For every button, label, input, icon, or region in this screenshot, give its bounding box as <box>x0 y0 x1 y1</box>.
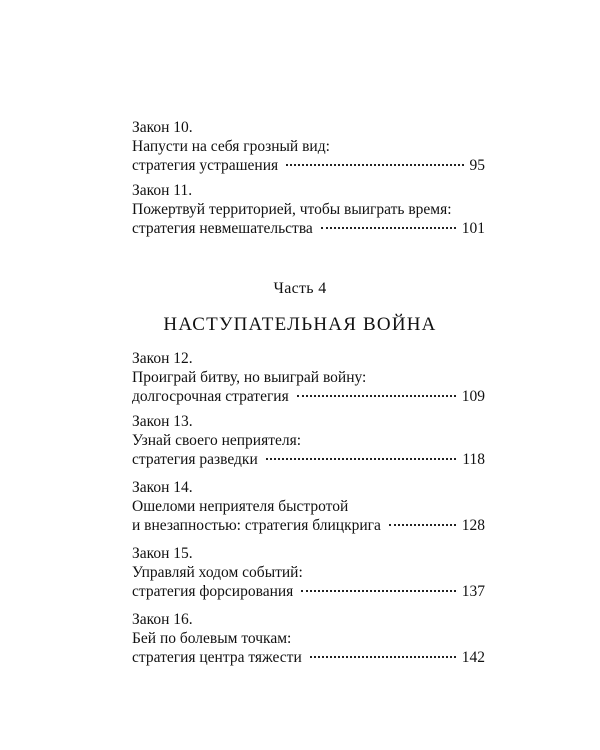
law-subtitle: стратегия центра тяжести <box>132 649 302 666</box>
page-number: 137 <box>461 583 485 600</box>
toc-entry-law-10 <box>132 118 485 175</box>
toc-entry-law-15 <box>132 544 485 601</box>
page-number: 95 <box>469 157 485 174</box>
law-number: Закон 13. <box>132 413 193 430</box>
law-subtitle: стратегия форсирования <box>132 583 294 600</box>
page-number: 109 <box>461 388 485 405</box>
law-subtitle-row <box>132 219 485 238</box>
law-subtitle-row <box>132 516 485 535</box>
dot-leader <box>321 227 456 229</box>
law-subtitle: стратегия разведки <box>132 451 258 468</box>
law-title: Узнай своего неприятеля: <box>132 432 302 449</box>
law-title: Бей по болевым точкам: <box>132 630 292 647</box>
law-subtitle-row <box>132 156 485 175</box>
law-number: Закон 14. <box>132 479 193 496</box>
toc-entry-law-16 <box>132 610 485 667</box>
law-number: Закон 16. <box>132 611 193 628</box>
law-number: Закон 10. <box>132 119 193 136</box>
law-subtitle: стратегия невмешательства <box>132 220 313 237</box>
law-title: Напусти на себя грозный вид: <box>132 138 330 155</box>
dot-leader <box>286 164 463 166</box>
law-subtitle: и внезапностью: стратегия блицкрига <box>132 517 381 534</box>
law-title: Ошеломи неприятеля быстротой <box>132 498 349 515</box>
part-label: Часть 4 <box>273 280 327 297</box>
law-number: Закон 12. <box>132 350 193 367</box>
law-title: Управляй ходом событий: <box>132 564 303 581</box>
dot-leader <box>266 458 457 460</box>
dot-leader <box>301 590 455 592</box>
page-number: 128 <box>461 517 485 534</box>
toc-entry-law-14 <box>132 478 485 535</box>
law-subtitle-row <box>132 582 485 601</box>
law-subtitle: стратегия устрашения <box>132 157 279 174</box>
law-number: Закон 11. <box>132 182 193 199</box>
dot-leader <box>310 656 456 658</box>
toc-entry-law-13 <box>132 412 485 469</box>
law-number: Закон 15. <box>132 545 193 562</box>
law-subtitle-row <box>132 387 485 406</box>
law-title: Пожертвуй территорией, чтобы выиграть время: <box>132 201 452 218</box>
toc-entry-law-12 <box>132 349 485 406</box>
law-title: Проиграй битву, но выиграй войну: <box>132 369 367 386</box>
dot-leader <box>389 524 456 526</box>
page-number: 101 <box>461 220 485 237</box>
law-subtitle-row <box>132 648 485 667</box>
page-number: 118 <box>462 451 485 468</box>
part-title: НАСТУПАТЕЛЬНАЯ ВОЙНА <box>163 314 437 335</box>
law-subtitle: долгосрочная стратегия <box>132 388 289 405</box>
toc-entry-law-11 <box>132 181 485 238</box>
dot-leader <box>297 395 456 397</box>
law-subtitle-row <box>132 450 485 469</box>
page-number: 142 <box>461 649 485 666</box>
